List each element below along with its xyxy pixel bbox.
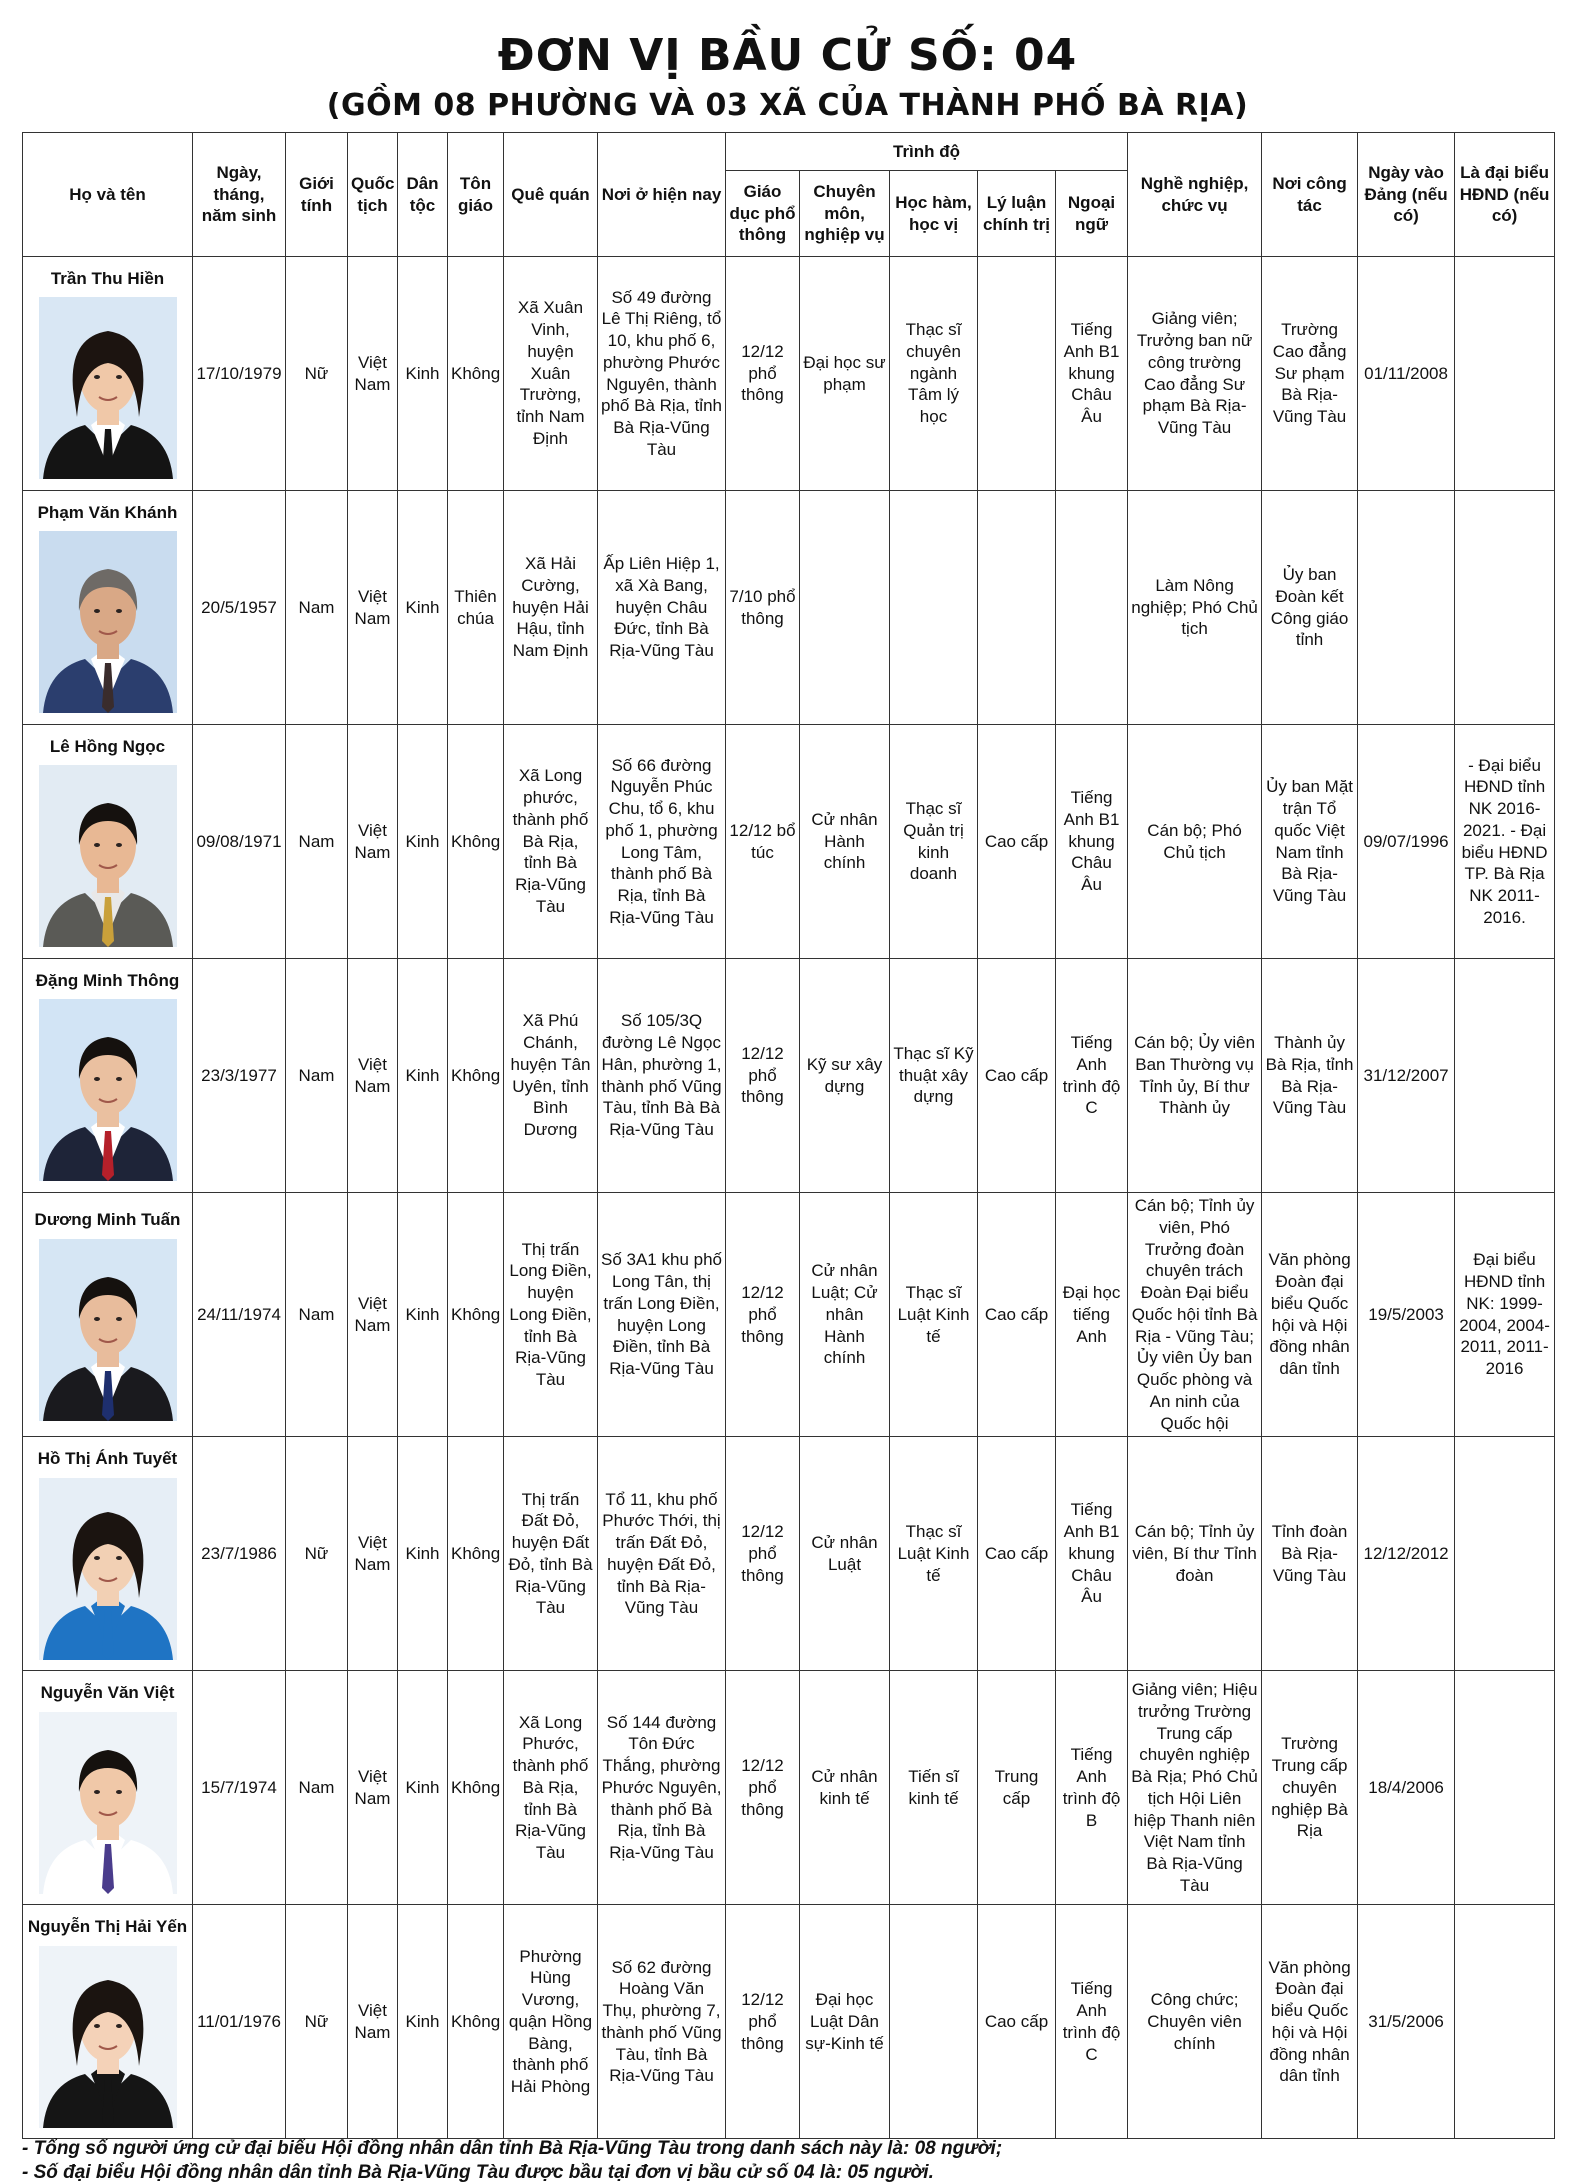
candidate-photo [39, 297, 177, 479]
specialty-cell: Kỹ sư xây dựng [800, 959, 890, 1193]
dob-cell: 17/10/1979 [193, 257, 286, 491]
party-date-cell: 19/5/2003 [1358, 1193, 1455, 1437]
foreign-lang-cell: Tiếng Anh B1 khung Châu Âu [1056, 725, 1128, 959]
candidate-photo [39, 531, 177, 713]
candidate-name: Phạm Văn Khánh [37, 502, 178, 522]
ethnicity-cell: Kinh [398, 1437, 448, 1671]
residence-cell: Số 144 đường Tôn Đức Thắng, phường Phước Nguyên, thành phố Bà Rịa, tỉnh Bà Rịa-Vũng Tàu [598, 1671, 726, 1905]
nationality-cell: Việt Nam [348, 1905, 398, 2139]
dob-cell: 20/5/1957 [193, 491, 286, 725]
header-dob: Ngày, tháng, năm sinh [193, 133, 286, 257]
hdnd-delegate-cell [1455, 1671, 1555, 1905]
candidate-table [22, 132, 1555, 2139]
political-theory-cell: Trung cấp [978, 1671, 1056, 1905]
dob-cell: 09/08/1971 [193, 725, 286, 959]
header-level-group: Trình độ [726, 133, 1128, 171]
candidate-name: Nguyễn Thị Hải Yến [27, 1916, 188, 1936]
general-edu-cell: 12/12 phổ thông [726, 1193, 800, 1437]
nationality-cell: Việt Nam [348, 257, 398, 491]
religion-cell: Thiên chúa [448, 491, 504, 725]
residence-cell: Ấp Liên Hiệp 1, xã Xà Bang, huyện Châu Đức, tỉnh Bà Rịa-Vũng Tàu [598, 491, 726, 725]
foreign-lang-cell: Tiếng Anh B1 khung Châu Âu [1056, 1437, 1128, 1671]
party-date-cell: 09/07/1996 [1358, 725, 1455, 959]
nationality-cell: Việt Nam [348, 725, 398, 959]
header-name: Họ và tên [23, 133, 193, 257]
degree-cell [890, 491, 978, 725]
hometown-cell: Xã Hải Cường, huyện Hải Hậu, tỉnh Nam Định [504, 491, 598, 725]
religion-cell: Không [448, 959, 504, 1193]
gender-cell: Nữ [286, 1437, 348, 1671]
nationality-cell: Việt Nam [348, 1437, 398, 1671]
general-edu-cell: 12/12 phổ thông [726, 1671, 800, 1905]
workplace-cell: Trường Trung cấp chuyên nghiệp Bà Rịa [1262, 1671, 1358, 1905]
candidate-row [23, 725, 1555, 959]
general-edu-cell: 7/10 phổ thông [726, 491, 800, 725]
party-date-cell: 01/11/2008 [1358, 257, 1455, 491]
candidate-row [23, 1905, 1555, 2139]
gender-cell: Nữ [286, 1905, 348, 2139]
political-theory-cell: Cao cấp [978, 1193, 1056, 1437]
ethnicity-cell: Kinh [398, 1905, 448, 2139]
hometown-cell: Phường Hùng Vương, quận Hồng Bàng, thành phố Hải Phòng [504, 1905, 598, 2139]
candidate-row [23, 1437, 1555, 1671]
foreign-lang-cell: Tiếng Anh trình độ B [1056, 1671, 1128, 1905]
candidate-row [23, 491, 1555, 725]
residence-cell: Số 66 đường Nguyễn Phúc Chu, tổ 6, khu phố 1, phường Long Tâm, thành phố Bà Rịa, tỉnh Bà Rịa-Vũng Tàu [598, 725, 726, 959]
residence-cell: Số 105/3Q đường Lê Ngọc Hân, phường 1, thành phố Vũng Tàu, tỉnh Bà Bà Rịa-Vũng Tàu [598, 959, 726, 1193]
specialty-cell [800, 491, 890, 725]
specialty-cell: Đại học Luật Dân sự-Kinh tế [800, 1905, 890, 2139]
political-theory-cell: Cao cấp [978, 725, 1056, 959]
occupation-cell: Cán bộ; Tỉnh ủy viên, Phó Trưởng đoàn chuyên trách Đoàn Đại biểu Quốc hội tỉnh Bà Rịa - Vũng Tàu; Ủy viên Ủy ban Quốc phòng và An ninh của Quốc hội [1128, 1193, 1262, 1437]
religion-cell: Không [448, 725, 504, 959]
header-hometown: Quê quán [504, 133, 598, 257]
foreign-lang-cell [1056, 491, 1128, 725]
candidate-name: Nguyễn Văn Việt [40, 1682, 175, 1702]
occupation-cell: Cán bộ; Ủy viên Ban Thường vụ Tỉnh ủy, Bí thư Thành ủy [1128, 959, 1262, 1193]
dob-cell: 11/01/1976 [193, 1905, 286, 2139]
hdnd-delegate-cell: Đại biểu HĐND tỉnh NK: 1999-2004, 2004-2011, 2011-2016 [1455, 1193, 1555, 1437]
workplace-cell: Ủy ban Đoàn kết Công giáo tỉnh [1262, 491, 1358, 725]
ethnicity-cell: Kinh [398, 491, 448, 725]
header-occupation: Nghề nghiệp, chức vụ [1128, 133, 1262, 257]
hdnd-delegate-cell [1455, 1905, 1555, 2139]
religion-cell: Không [448, 257, 504, 491]
gender-cell: Nam [286, 491, 348, 725]
specialty-cell: Cử nhân Luật [800, 1437, 890, 1671]
degree-cell: Thạc sĩ Quản trị kinh doanh [890, 725, 978, 959]
candidate-row [23, 959, 1555, 1193]
party-date-cell: 31/12/2007 [1358, 959, 1455, 1193]
party-date-cell: 18/4/2006 [1358, 1671, 1455, 1905]
occupation-cell: Giảng viên; Trưởng ban nữ công trường Cao đẳng Sư phạm Bà Rịa-Vũng Tàu [1128, 257, 1262, 491]
general-edu-cell: 12/12 phổ thông [726, 257, 800, 491]
degree-cell: Tiến sĩ kinh tế [890, 1671, 978, 1905]
nationality-cell: Việt Nam [348, 491, 398, 725]
foreign-lang-cell: Tiếng Anh B1 khung Châu Âu [1056, 257, 1128, 491]
general-edu-cell: 12/12 phổ thông [726, 1437, 800, 1671]
name-cell [23, 1671, 193, 1905]
header-nationality: Quốc tịch [348, 133, 398, 257]
specialty-cell: Cử nhân Hành chính [800, 725, 890, 959]
residence-cell: Tổ 11, khu phố Phước Thới, thị trấn Đất Đỏ, huyện Đất Đỏ, tỉnh Bà Rịa-Vũng Tàu [598, 1437, 726, 1671]
footer-elected-count: - Số đại biểu Hội đồng nhân dân tỉnh Bà Rịa-Vũng Tàu được bầu tại đơn vị bầu cử số 04 là: 05 người. [22, 2162, 934, 2183]
name-cell [23, 1437, 193, 1671]
workplace-cell: Trường Cao đẳng Sư phạm Bà Rịa-Vũng Tàu [1262, 257, 1358, 491]
religion-cell: Không [448, 1905, 504, 2139]
candidate-photo [39, 1712, 177, 1894]
degree-cell: Thạc sĩ chuyên ngành Tâm lý học [890, 257, 978, 491]
header-gender: Giới tính [286, 133, 348, 257]
ethnicity-cell: Kinh [398, 959, 448, 1193]
nationality-cell: Việt Nam [348, 1671, 398, 1905]
degree-cell: Thạc sĩ Luật Kinh tế [890, 1193, 978, 1437]
ethnicity-cell: Kinh [398, 1671, 448, 1905]
candidate-name: Đặng Minh Thông [35, 970, 180, 990]
header-religion: Tôn giáo [448, 133, 504, 257]
gender-cell: Nữ [286, 257, 348, 491]
name-cell [23, 959, 193, 1193]
general-edu-cell: 12/12 bổ túc [726, 725, 800, 959]
political-theory-cell: Cao cấp [978, 1905, 1056, 2139]
residence-cell: Số 3A1 khu phố Long Tân, thị trấn Long Điền, huyện Long Điền, tỉnh Bà Rịa-Vũng Tàu [598, 1193, 726, 1437]
name-cell [23, 257, 193, 491]
header-ethnicity: Dân tộc [398, 133, 448, 257]
occupation-cell: Làm Nông nghiệp; Phó Chủ tịch [1128, 491, 1262, 725]
workplace-cell: Thành ủy Bà Rịa, tỉnh Bà Rịa-Vũng Tàu [1262, 959, 1358, 1193]
header-degree: Học hàm, học vị [890, 171, 978, 257]
header-party-date: Ngày vào Đảng (nếu có) [1358, 133, 1455, 257]
page-subtitle: (GỒM 08 PHƯỜNG VÀ 03 XÃ CỦA THÀNH PHỐ BÀ RỊA) [326, 88, 1249, 123]
hometown-cell: Thị trấn Long Điền, huyện Long Điền, tỉnh Bà Rịa-Vũng Tàu [504, 1193, 598, 1437]
ethnicity-cell: Kinh [398, 725, 448, 959]
candidate-photo [39, 1478, 177, 1660]
hometown-cell: Xã Long phước, thành phố Bà Rịa, tỉnh Bà Rịa-Vũng Tàu [504, 725, 598, 959]
name-cell [23, 491, 193, 725]
hometown-cell: Xã Xuân Vinh, huyện Xuân Trường, tỉnh Nam Định [504, 257, 598, 491]
general-edu-cell: 12/12 phổ thông [726, 959, 800, 1193]
occupation-cell: Cán bộ; Tỉnh ủy viên, Bí thư Tỉnh đoàn [1128, 1437, 1262, 1671]
name-cell [23, 1193, 193, 1437]
candidate-photo [39, 999, 177, 1181]
name-cell [23, 725, 193, 959]
hdnd-delegate-cell [1455, 257, 1555, 491]
ethnicity-cell: Kinh [398, 1193, 448, 1437]
party-date-cell [1358, 491, 1455, 725]
nationality-cell: Việt Nam [348, 1193, 398, 1437]
foreign-lang-cell: Tiếng Anh trình độ C [1056, 959, 1128, 1193]
candidate-name: Trần Thu Hiền [50, 268, 165, 288]
ethnicity-cell: Kinh [398, 257, 448, 491]
political-theory-cell: Cao cấp [978, 1437, 1056, 1671]
candidate-row [23, 1671, 1555, 1905]
degree-cell: Thạc sĩ Kỹ thuật xây dựng [890, 959, 978, 1193]
header-political-theory: Lý luận chính trị [978, 171, 1056, 257]
dob-cell: 23/7/1986 [193, 1437, 286, 1671]
header-general-edu: Giáo dục phổ thông [726, 171, 800, 257]
hdnd-delegate-cell [1455, 1437, 1555, 1671]
candidate-name: Hồ Thị Ánh Tuyết [37, 1448, 178, 1468]
header-specialty: Chuyên môn, nghiệp vụ [800, 171, 890, 257]
workplace-cell: Văn phòng Đoàn đại biểu Quốc hội và Hội đồng nhân dân tỉnh [1262, 1193, 1358, 1437]
degree-cell [890, 1905, 978, 2139]
dob-cell: 24/11/1974 [193, 1193, 286, 1437]
hdnd-delegate-cell [1455, 491, 1555, 725]
header-residence: Nơi ở hiện nay [598, 133, 726, 257]
name-cell [23, 1905, 193, 2139]
candidate-photo [39, 1239, 177, 1421]
candidate-name: Dương Minh Tuấn [34, 1209, 181, 1229]
header-workplace: Nơi công tác [1262, 133, 1358, 257]
occupation-cell: Công chức; Chuyên viên chính [1128, 1905, 1262, 2139]
hometown-cell: Xã Phú Chánh, huyện Tân Uyên, tỉnh Bình Dương [504, 959, 598, 1193]
hdnd-delegate-cell [1455, 959, 1555, 1193]
header-hdnd-delegate: Là đại biểu HĐND (nếu có) [1455, 133, 1555, 257]
header-foreign-lang: Ngoại ngữ [1056, 171, 1128, 257]
foreign-lang-cell: Tiếng Anh trình độ C [1056, 1905, 1128, 2139]
page-title: ĐƠN VỊ BẦU CỬ SỐ: 04 [497, 30, 1078, 81]
religion-cell: Không [448, 1437, 504, 1671]
footer-total-candidates: - Tổng số người ứng cử đại biểu Hội đồng nhân dân tỉnh Bà Rịa-Vũng Tàu trong danh sách này là: 08 người; [22, 2138, 1003, 2159]
party-date-cell: 12/12/2012 [1358, 1437, 1455, 1671]
occupation-cell: Giảng viên; Hiệu trưởng Trường Trung cấp chuyên nghiệp Bà Rịa; Phó Chủ tịch Hội Liên hiệp Thanh niên Việt Nam tỉnh Bà Rịa-Vũng Tàu [1128, 1671, 1262, 1905]
workplace-cell: Văn phòng Đoàn đại biểu Quốc hội và Hội đồng nhân dân tỉnh [1262, 1905, 1358, 2139]
gender-cell: Nam [286, 725, 348, 959]
candidate-photo [39, 1946, 177, 2128]
hometown-cell: Xã Long Phước, thành phố Bà Rịa, tỉnh Bà Rịa-Vũng Tàu [504, 1671, 598, 1905]
candidate-row [23, 257, 1555, 491]
specialty-cell: Cử nhân kinh tế [800, 1671, 890, 1905]
religion-cell: Không [448, 1671, 504, 1905]
gender-cell: Nam [286, 1671, 348, 1905]
specialty-cell: Cử nhân Luật; Cử nhân Hành chính [800, 1193, 890, 1437]
gender-cell: Nam [286, 959, 348, 1193]
political-theory-cell [978, 257, 1056, 491]
gender-cell: Nam [286, 1193, 348, 1437]
dob-cell: 23/3/1977 [193, 959, 286, 1193]
workplace-cell: Ủy ban Mặt trận Tổ quốc Việt Nam tỉnh Bà Rịa-Vũng Tàu [1262, 725, 1358, 959]
specialty-cell: Đại học sư phạm [800, 257, 890, 491]
degree-cell: Thạc sĩ Luật Kinh tế [890, 1437, 978, 1671]
political-theory-cell: Cao cấp [978, 959, 1056, 1193]
candidate-photo [39, 765, 177, 947]
candidate-row [23, 1193, 1555, 1437]
dob-cell: 15/7/1974 [193, 1671, 286, 1905]
hdnd-delegate-cell: - Đại biểu HĐND tỉnh NK 2016-2021. - Đại biểu HĐND TP. Bà Rịa NK 2011-2016. [1455, 725, 1555, 959]
general-edu-cell: 12/12 phổ thông [726, 1905, 800, 2139]
nationality-cell: Việt Nam [348, 959, 398, 1193]
political-theory-cell [978, 491, 1056, 725]
residence-cell: Số 49 đường Lê Thị Riêng, tổ 10, khu phố 6, phường Phước Nguyên, thành phố Bà Rịa, tỉnh Bà Rịa-Vũng Tàu [598, 257, 726, 491]
residence-cell: Số 62 đường Hoàng Văn Thụ, phường 7, thành phố Vũng Tàu, tỉnh Bà Rịa-Vũng Tàu [598, 1905, 726, 2139]
foreign-lang-cell: Đại học tiếng Anh [1056, 1193, 1128, 1437]
candidate-name: Lê Hồng Ngọc [49, 736, 166, 756]
party-date-cell: 31/5/2006 [1358, 1905, 1455, 2139]
hometown-cell: Thị trấn Đất Đỏ, huyện Đất Đỏ, tỉnh Bà Rịa-Vũng Tàu [504, 1437, 598, 1671]
workplace-cell: Tỉnh đoàn Bà Rịa-Vũng Tàu [1262, 1437, 1358, 1671]
occupation-cell: Cán bộ; Phó Chủ tịch [1128, 725, 1262, 959]
religion-cell: Không [448, 1193, 504, 1437]
